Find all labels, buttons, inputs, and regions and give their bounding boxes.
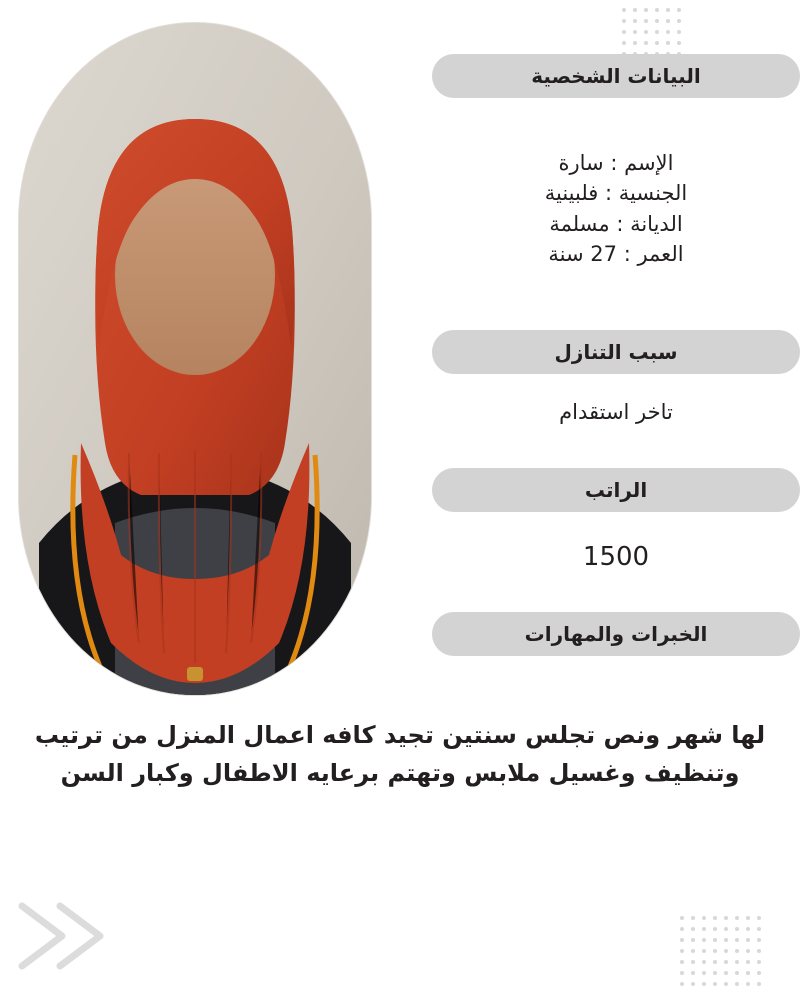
dot [746, 960, 750, 964]
info-column [404, 0, 800, 700]
reason-value: تاخر استقدام [559, 400, 673, 424]
dot [735, 960, 739, 964]
dot [713, 960, 717, 964]
dot [713, 949, 717, 953]
salary-value: 1500 [582, 542, 650, 572]
double-chevron-glyph [14, 896, 134, 976]
skills-paragraph: لها شهر ونص تجلس سنتين تجيد كافه اعمال المنزل من ترتيب وتنظيف وغسيل ملابس وتهتم برعايه الاطفال وكبار السن [34, 721, 766, 788]
dot [757, 949, 761, 953]
dot [680, 927, 684, 931]
dot [757, 982, 761, 986]
dot [691, 971, 695, 975]
dot [735, 949, 739, 953]
dot [713, 971, 717, 975]
dot [746, 927, 750, 931]
dot [757, 927, 761, 931]
dot-grid-icon-bottom [680, 916, 761, 986]
double-chevron-icon [14, 896, 134, 976]
dot [702, 938, 706, 942]
dot [680, 982, 684, 986]
dot [757, 938, 761, 942]
portrait-photo-frame [18, 22, 372, 696]
dot [702, 960, 706, 964]
dot [691, 949, 695, 953]
dot [691, 916, 695, 920]
field-name: الإسم : سارة [558, 151, 674, 175]
personal-fields [432, 148, 800, 270]
dot [680, 938, 684, 942]
dot [680, 960, 684, 964]
dot [691, 982, 695, 986]
dot [724, 938, 728, 942]
dot [702, 982, 706, 986]
dot [746, 971, 750, 975]
dot [746, 949, 750, 953]
dot [680, 971, 684, 975]
section-header-reason: سبب التنازل [432, 330, 800, 374]
dot [746, 938, 750, 942]
dot [735, 971, 739, 975]
dot [735, 938, 739, 942]
dot [724, 982, 728, 986]
dot [680, 949, 684, 953]
field-nationality: الجنسية : فلبينية [544, 181, 688, 206]
dot [702, 971, 706, 975]
dot [691, 960, 695, 964]
portrait-photo [20, 22, 372, 694]
dot [746, 982, 750, 986]
dot [757, 971, 761, 975]
dot [702, 916, 706, 920]
section-header-skills: الخبرات والمهارات [432, 612, 800, 656]
dot [735, 927, 739, 931]
dot [713, 982, 717, 986]
dot [724, 916, 728, 920]
dot [713, 938, 717, 942]
portrait-photo-illustration [19, 23, 371, 695]
field-age: العمر : 27 سنة [548, 242, 684, 267]
dot [746, 916, 750, 920]
section-header-personal: البيانات الشخصية [432, 54, 800, 98]
dot [702, 949, 706, 953]
dot [680, 916, 684, 920]
dot [724, 960, 728, 964]
dot [691, 927, 695, 931]
dot [724, 927, 728, 931]
dot [713, 927, 717, 931]
dot [757, 916, 761, 920]
dot [691, 938, 695, 942]
dot [724, 949, 728, 953]
field-religion: الديانة : مسلمة [549, 211, 683, 236]
dot [724, 971, 728, 975]
dot [713, 916, 717, 920]
section-header-salary: الراتب [432, 468, 800, 512]
dot [757, 960, 761, 964]
dot [735, 982, 739, 986]
dot [702, 927, 706, 931]
dot [735, 916, 739, 920]
